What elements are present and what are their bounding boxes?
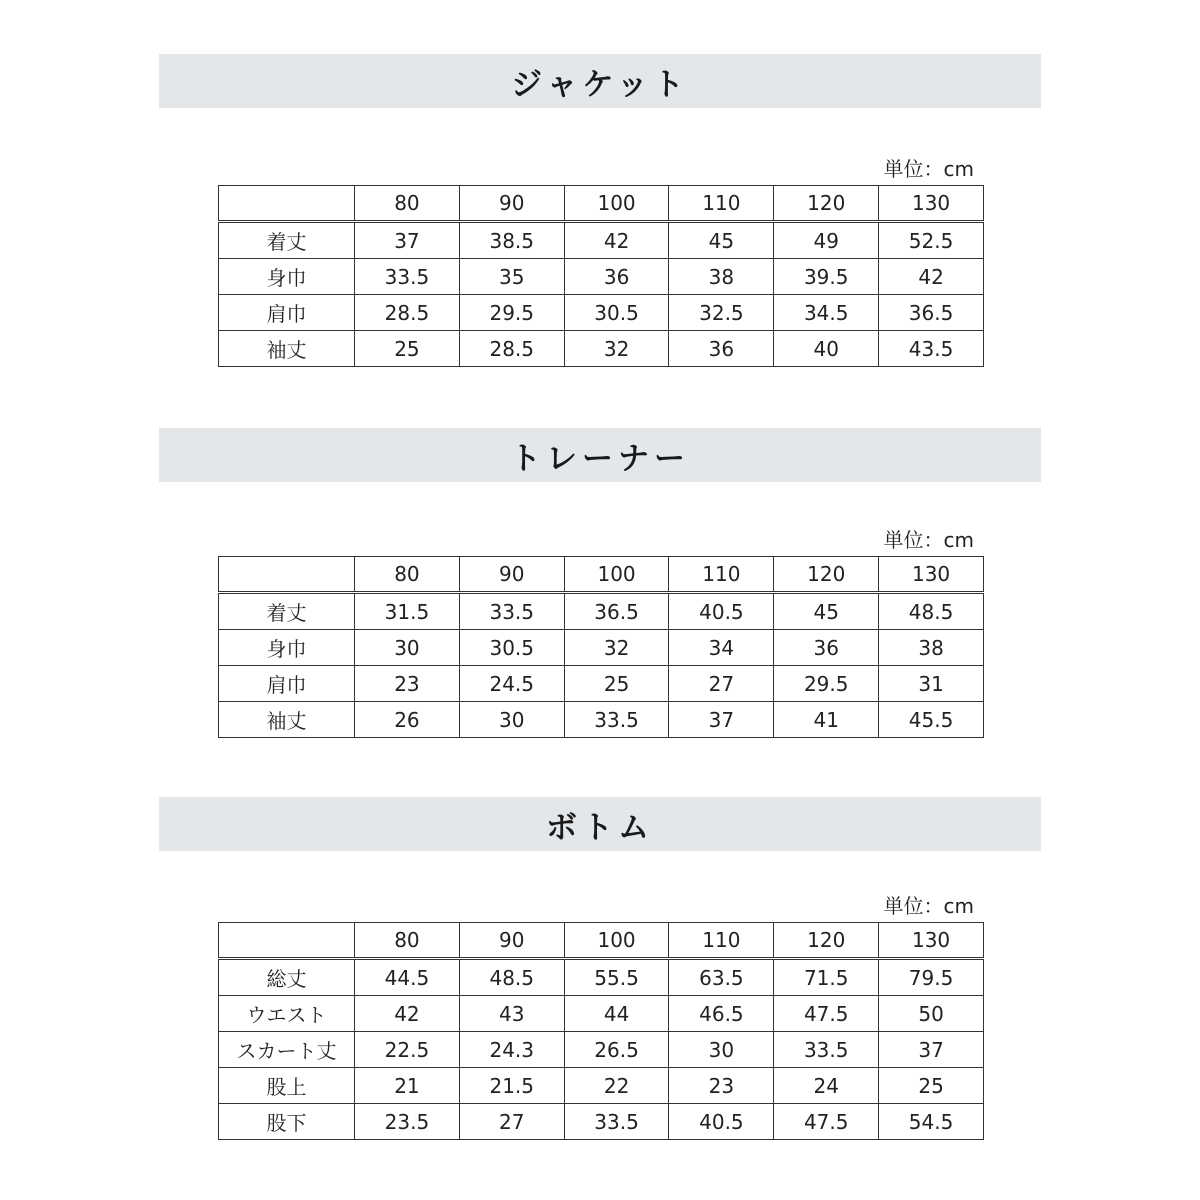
table-cell: 35 (459, 259, 564, 295)
table-cell: 46.5 (669, 996, 774, 1032)
table-cell: 29.5 (459, 295, 564, 331)
table-row (219, 702, 984, 738)
header-cell: 130 (879, 186, 984, 222)
table-cell: 26 (355, 702, 460, 738)
table-cell: 47.5 (774, 1104, 879, 1140)
header-cell (219, 923, 355, 959)
table-cell: 33.5 (459, 593, 564, 630)
table-cell: 55.5 (564, 959, 669, 996)
header-cell: 110 (669, 557, 774, 593)
row-label: 着丈 (219, 593, 355, 630)
table-cell: 25 (564, 666, 669, 702)
header-cell: 90 (459, 186, 564, 222)
table-cell: 47.5 (774, 996, 879, 1032)
table-cell: 40 (774, 331, 879, 367)
table-cell: 32 (564, 630, 669, 666)
table-cell: 30 (669, 1032, 774, 1068)
table-row (219, 630, 984, 666)
table-cell: 28.5 (459, 331, 564, 367)
table-cell: 38.5 (459, 222, 564, 259)
table-cell: 27 (669, 666, 774, 702)
table-cell: 24.5 (459, 666, 564, 702)
table-cell: 24 (774, 1068, 879, 1104)
size-table (218, 922, 984, 1140)
table-cell: 36 (669, 331, 774, 367)
table-cell: 52.5 (879, 222, 984, 259)
table-cell: 43 (459, 996, 564, 1032)
unit-label: 単位：cm (883, 894, 974, 918)
table-cell: 44 (564, 996, 669, 1032)
table-cell: 23.5 (355, 1104, 460, 1140)
table-cell: 30.5 (459, 630, 564, 666)
table-cell: 30 (459, 702, 564, 738)
table-cell: 50 (879, 996, 984, 1032)
section-title: ボトム (159, 797, 1041, 851)
table-cell: 32 (564, 331, 669, 367)
header-cell: 120 (774, 557, 879, 593)
table-row (219, 996, 984, 1032)
header-cell: 80 (355, 557, 460, 593)
table-cell: 21.5 (459, 1068, 564, 1104)
table-cell: 38 (669, 259, 774, 295)
table-cell: 36 (774, 630, 879, 666)
table-cell: 54.5 (879, 1104, 984, 1140)
table-cell: 38 (879, 630, 984, 666)
table-cell: 42 (355, 996, 460, 1032)
table-header-row (219, 923, 984, 959)
table-row (219, 295, 984, 331)
table-cell: 49 (774, 222, 879, 259)
header-cell: 100 (564, 186, 669, 222)
row-label: ウエスト (219, 996, 355, 1032)
header-cell: 130 (879, 923, 984, 959)
table-cell: 30.5 (564, 295, 669, 331)
table-cell: 31.5 (355, 593, 460, 630)
table-row (219, 666, 984, 702)
table-cell: 25 (355, 331, 460, 367)
table-cell: 36 (564, 259, 669, 295)
table-header-row (219, 186, 984, 222)
row-label: 総丈 (219, 959, 355, 996)
row-label: スカート丈 (219, 1032, 355, 1068)
table-cell: 28.5 (355, 295, 460, 331)
size-table (218, 185, 984, 367)
table-cell: 48.5 (459, 959, 564, 996)
header-cell (219, 557, 355, 593)
header-cell: 90 (459, 557, 564, 593)
table-cell: 33.5 (774, 1032, 879, 1068)
header-cell: 130 (879, 557, 984, 593)
section-title: トレーナー (159, 428, 1041, 482)
table-row (219, 1068, 984, 1104)
header-cell (219, 186, 355, 222)
table-cell: 22 (564, 1068, 669, 1104)
table-cell: 42 (564, 222, 669, 259)
table-cell: 48.5 (879, 593, 984, 630)
table-cell: 37 (879, 1032, 984, 1068)
header-cell: 100 (564, 557, 669, 593)
table-row (219, 593, 984, 630)
row-label: 股下 (219, 1104, 355, 1140)
table-cell: 63.5 (669, 959, 774, 996)
table-cell: 45.5 (879, 702, 984, 738)
table-row (219, 331, 984, 367)
table-cell: 23 (355, 666, 460, 702)
table-cell: 33.5 (564, 702, 669, 738)
table-cell: 37 (355, 222, 460, 259)
header-cell: 80 (355, 923, 460, 959)
table-cell: 23 (669, 1068, 774, 1104)
table-row (219, 1032, 984, 1068)
table-cell: 34.5 (774, 295, 879, 331)
table-cell: 45 (669, 222, 774, 259)
row-label: 肩巾 (219, 666, 355, 702)
table-cell: 44.5 (355, 959, 460, 996)
size-table (218, 556, 984, 738)
unit-label: 単位：cm (883, 157, 974, 181)
section-title: ジャケット (159, 54, 1041, 108)
table-cell: 31 (879, 666, 984, 702)
header-cell: 100 (564, 923, 669, 959)
row-label: 袖丈 (219, 331, 355, 367)
table-cell: 29.5 (774, 666, 879, 702)
header-cell: 110 (669, 923, 774, 959)
table-header-row (219, 557, 984, 593)
table-cell: 26.5 (564, 1032, 669, 1068)
table-cell: 40.5 (669, 1104, 774, 1140)
row-label: 身巾 (219, 630, 355, 666)
table-cell: 71.5 (774, 959, 879, 996)
header-cell: 80 (355, 186, 460, 222)
row-label: 着丈 (219, 222, 355, 259)
table-cell: 30 (355, 630, 460, 666)
table-cell: 43.5 (879, 331, 984, 367)
table-cell: 27 (459, 1104, 564, 1140)
table-cell: 32.5 (669, 295, 774, 331)
table-cell: 40.5 (669, 593, 774, 630)
table-cell: 33.5 (355, 259, 460, 295)
row-label: 袖丈 (219, 702, 355, 738)
table-cell: 41 (774, 702, 879, 738)
row-label: 身巾 (219, 259, 355, 295)
table-row (219, 1104, 984, 1140)
unit-label: 単位：cm (883, 528, 974, 552)
header-cell: 90 (459, 923, 564, 959)
table-cell: 36.5 (879, 295, 984, 331)
table-cell: 42 (879, 259, 984, 295)
table-cell: 39.5 (774, 259, 879, 295)
table-cell: 22.5 (355, 1032, 460, 1068)
table-cell: 79.5 (879, 959, 984, 996)
table-row (219, 959, 984, 996)
table-cell: 33.5 (564, 1104, 669, 1140)
header-cell: 120 (774, 186, 879, 222)
row-label: 肩巾 (219, 295, 355, 331)
table-cell: 37 (669, 702, 774, 738)
header-cell: 120 (774, 923, 879, 959)
table-cell: 34 (669, 630, 774, 666)
table-cell: 45 (774, 593, 879, 630)
table-row (219, 222, 984, 259)
row-label: 股上 (219, 1068, 355, 1104)
table-cell: 36.5 (564, 593, 669, 630)
table-row (219, 259, 984, 295)
table-cell: 21 (355, 1068, 460, 1104)
table-cell: 24.3 (459, 1032, 564, 1068)
header-cell: 110 (669, 186, 774, 222)
table-cell: 25 (879, 1068, 984, 1104)
